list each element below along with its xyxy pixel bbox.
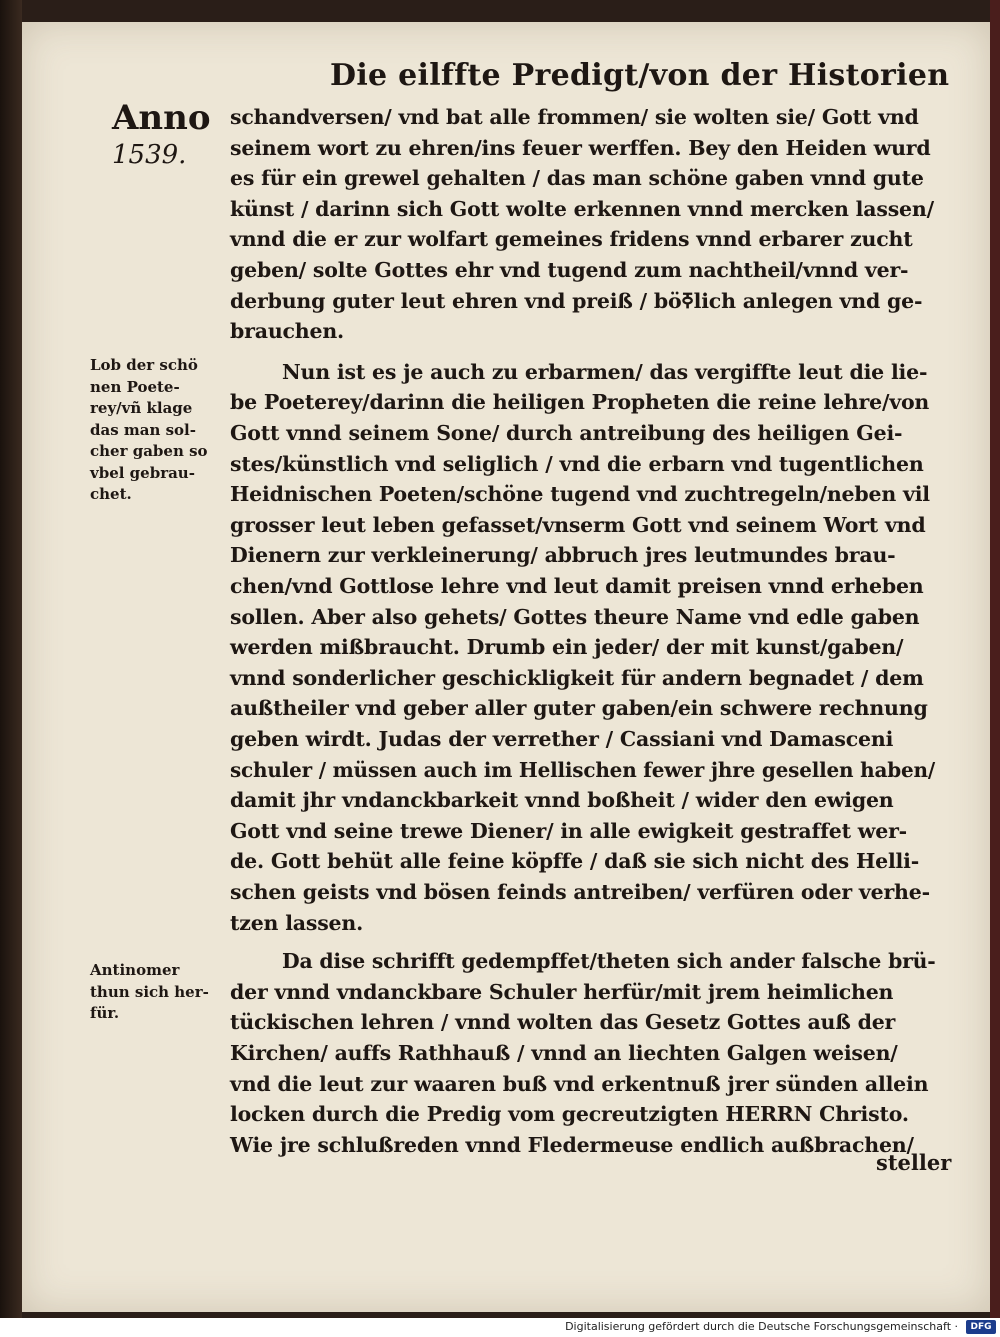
running-head: Die eilffte Predigt/von der Historien [330,58,950,93]
body-line: damit jhr vndanckbarkeit vnnd boßheit / wider den ewigen [230,788,894,813]
margin-note-line: cher gaben so [90,442,208,460]
margin-note-line: rey/vñ klage [90,399,193,417]
body-line: sollen. Aber also gehets/ Gottes theure Name vnd edle gaben [230,604,920,629]
body-line: Heidnischen Poeten/schöne tugend vnd zuchtregeln/neben vil [230,482,930,507]
body-line: tückischen lehren / vnnd wolten das Gesetz Gottes auß der [230,1010,896,1035]
margin-note-antinomians [90,960,230,1025]
body-line: außtheiler vnd geber aller guter gaben/ein schwere rechnung [230,696,928,721]
footer-credit: Digitalisierung gefördert durch die Deutsche Forschungsgemeinschaft · [565,1320,958,1333]
body-line: Wie jre schlußreden vnnd Fledermeuse endlich außbrachen/ [230,1132,914,1157]
body-line: chen/vnd Gottlose lehre vnd leut damit preisen vnnd erheben [230,574,924,598]
body-line: be Poeterey/darinn die heiligen Propheten die reine lehre/von [230,390,930,415]
margin-note-line: chet. [90,485,132,503]
dfg-logo: DFG [966,1320,996,1334]
margin-year-label: Anno [112,98,211,138]
body-line: Kirchen/ auffs Rathhauß / vnnd an liechten Galgen weisen/ [230,1041,898,1065]
body-line: grosser leut leben gefasset/vnserm Gott vnd seinem Wort vnd [230,512,926,537]
margin-note-line: nen Poete- [90,377,180,396]
book-spine-edge [0,0,22,1318]
margin-note-line: Lob der schö [90,356,198,374]
body-line: de. Gott behüt alle feine köpffe / daß sie sich nicht des Helli- [230,849,920,874]
body-line: tzen lassen. [230,910,364,935]
margin-note-poetry [90,355,230,506]
body-line: schuler / müssen auch im Hellischen fewer jhre gesellen haben/ [230,757,936,782]
body-line: vnnd sonderlicher geschickligkeit für andern begnadet / dem [230,665,924,690]
body-line: geben wirdt. Judas der verrether / Cassiani vnd Damasceni [230,727,894,751]
body-line: Gott vnd seine trewe Diener/ in alle ewigkeit gestraffet wer- [230,818,907,843]
body-line: Gott vnnd seinem Sone/ durch antreibung des heiligen Gei- [230,421,903,445]
body-line: stes/künstlich vnd seliglich / vnd die erbarn vnd tugentlichen [230,451,924,476]
body-line: brauchen. [230,319,344,344]
body-line: werden mißbraucht. Drumb ein jeder/ der mit kunst/gaben/ [230,635,904,660]
body-line: geben/ solte Gottes ehr vnd tugend zum nachtheil/vnnd ver- [230,258,909,282]
body-line: seinem wort zu ehren/ins feuer werffen. Bey den Heiden wurd [230,135,931,160]
body-line: schen geists vnd bösen feinds antreiben/ verfüren oder verhe- [230,880,930,904]
body-line: schandversen/ vnd bat alle frommen/ sie wolten sie/ Gott vnd [230,105,919,129]
margin-note-line: thun sich her- [90,982,209,1001]
margin-note-line: Antinomer [90,961,180,979]
margin-year-number: 1539. [112,140,187,170]
body-line: vnnd die er zur wolfart gemeines fridens vnnd erbarer zucht [230,227,913,252]
body-line: vnd die leut zur waaren buß vnd erkentnuß jrer sünden allein [230,1071,929,1096]
margin-note-line: für. [90,1004,120,1022]
margin-note-line: vbel gebrau- [90,463,195,482]
body-line: locken durch die Predig vom gecreutzigten HERRN Christo. [230,1102,909,1127]
book-cover-edge [990,0,1000,1318]
footer-bar [0,1318,1000,1337]
body-line: künst / darinn sich Gott wolte erkennen vnnd mercken lassen/ [230,196,934,221]
body-line: Dienern zur verkleinerung/ abbruch jres leutmundes brau- [230,543,896,568]
catchword: steller [876,1150,952,1175]
margin-note-line: das man sol- [90,420,196,439]
body-line: derbung guter leut ehren vnd preiß / böߧlich anlegen vnd ge- [230,288,923,313]
body-line: es für ein grewel gehalten / das man schöne gaben vnnd gute [230,166,924,191]
body-line: Nun ist es je auch zu erbarmen/ das vergiffte leut die lie- [282,359,928,384]
body-line: Da dise schrifft gedempffet/theten sich ander falsche brü- [282,949,936,974]
body-line: der vnnd vndanckbare Schuler herfür/mit jrem heimlichen [230,979,894,1004]
